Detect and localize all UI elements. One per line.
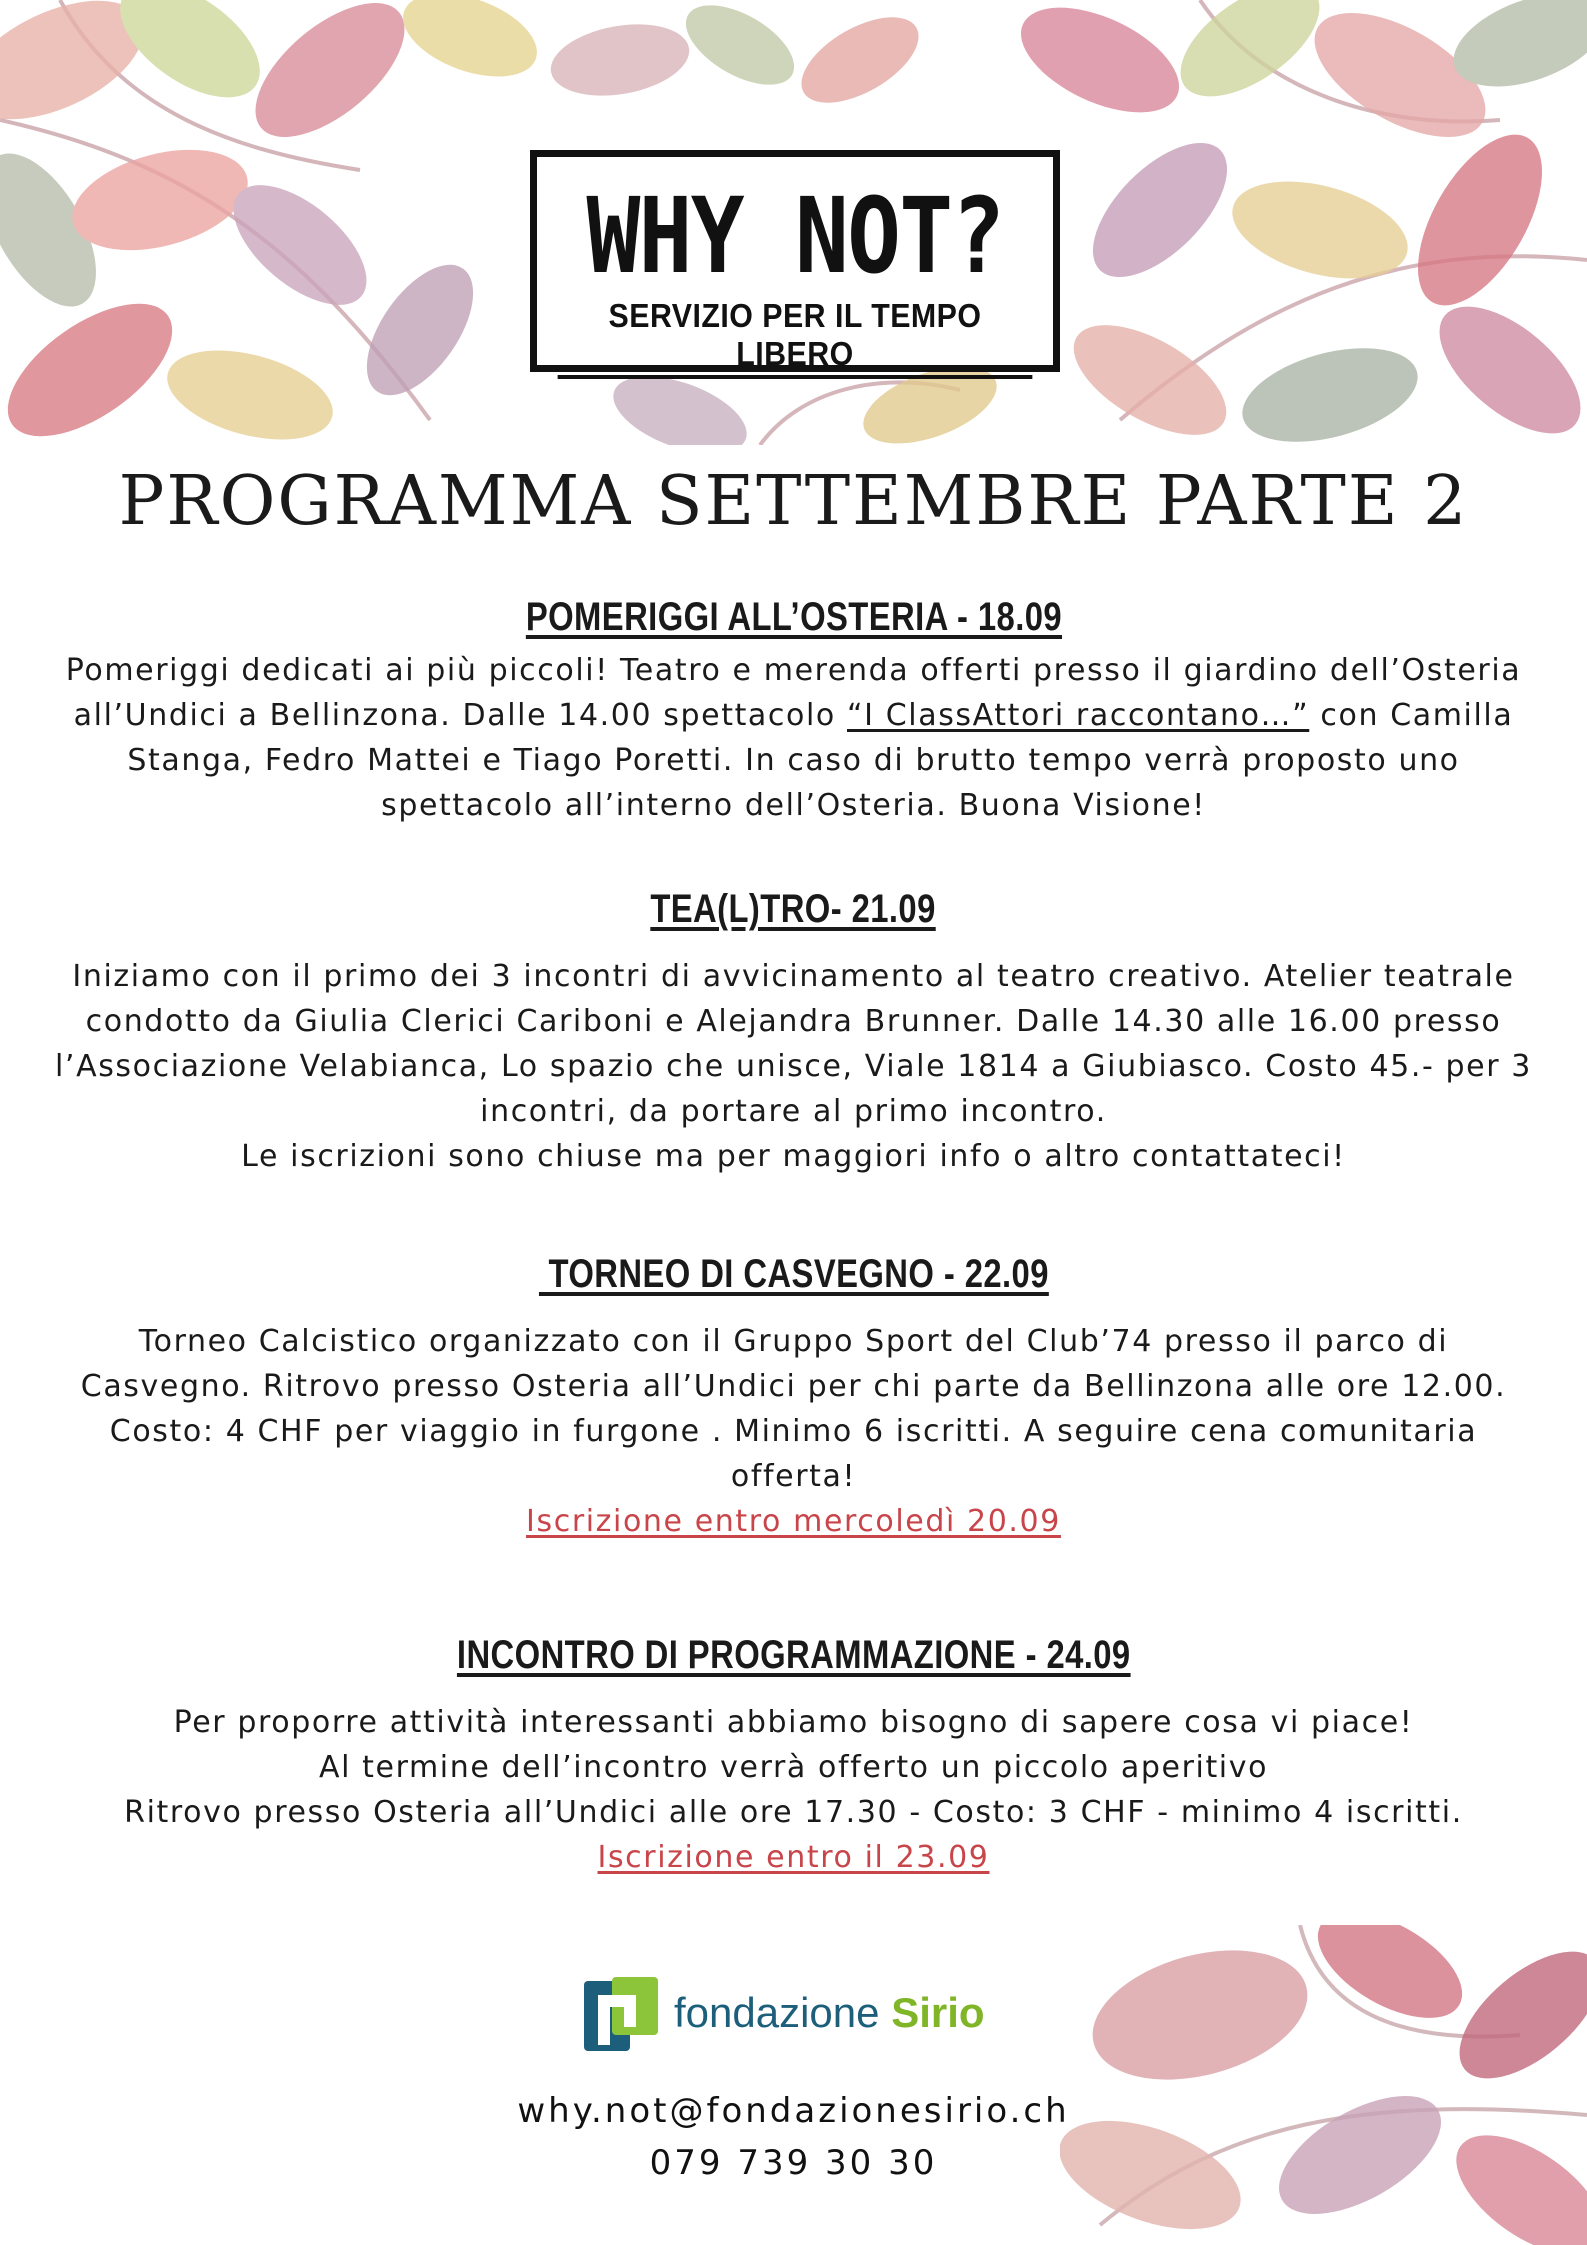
section-pomeriggi-osteria [40, 592, 1547, 828]
registration-deadline-link[interactable]: Iscrizione entro il 23.09 [597, 1840, 990, 1875]
body-text: all’Undici a Bellinzona. Dalle 14.00 spettacolo [73, 698, 847, 733]
logo-subtitle: SERVIZIO PER IL TEMPO LIBERO [558, 297, 1033, 379]
section-body [40, 954, 1547, 1179]
sirio-logo-text [674, 1989, 985, 2037]
sirio-word1: fondazione [674, 1989, 880, 2036]
section-body [40, 1319, 1547, 1544]
section-tealtro [40, 884, 1547, 1179]
contact-info [0, 2085, 1587, 2189]
section-heading: INCONTRO DI PROGRAMMAZIONE - 24.09 [456, 1633, 1131, 1677]
section-heading: POMERIGGI ALL’OSTERIA - 18.09 [525, 595, 1062, 639]
body-line: condotto da Giulia Clerici Cariboni e Alejandra Brunner. Dalle 14.30 alle 16.00 presso [85, 1004, 1502, 1039]
body-line: Casvegno. Ritrovo presso Osteria all’Undici per chi parte da Bellinzona alle ore 12.00. [80, 1369, 1507, 1404]
registration-deadline-link[interactable]: Iscrizione entro mercoledì 20.09 [526, 1504, 1061, 1539]
sirio-logo-icon [582, 1975, 662, 2055]
body-line: Torneo Calcistico organizzato con il Gruppo Sport del Club’74 presso il parco di [138, 1324, 1449, 1359]
page-title: PROGRAMMA SETTEMBRE PARTE 2 [118, 462, 1469, 541]
body-text: con Camilla [1309, 698, 1514, 733]
why-not-logo [530, 150, 1060, 372]
body-line: Iniziamo con il primo dei 3 incontri di avvicinamento al teatro creativo. Atelier teatrale [72, 959, 1515, 994]
section-heading: TEA(L)TRO- 21.09 [650, 887, 937, 931]
section-torneo-casvegno [40, 1249, 1547, 1544]
body-line [40, 693, 1547, 738]
logo-title: WHY NOT? [586, 175, 1004, 297]
body-line: offerta! [730, 1459, 857, 1494]
sirio-word2: Sirio [891, 1989, 985, 2036]
contact-email[interactable]: why.not@fondazionesirio.ch [517, 2091, 1070, 2131]
body-line: Costo: 4 CHF per viaggio in furgone . Minimo 6 iscritti. A seguire cena comunitaria [109, 1414, 1478, 1449]
body-line: Ritrovo presso Osteria all’Undici alle ore 17.30 - Costo: 3 CHF - minimo 4 iscritti. [124, 1795, 1463, 1830]
section-body [40, 648, 1547, 828]
body-line: Pomeriggi dedicati ai più piccoli! Teatro e merenda offerti presso il giardino dell’Osteria [65, 653, 1522, 688]
section-heading: TORNEO DI CASVEGNO - 22.09 [538, 1252, 1049, 1296]
body-line: Le iscrizioni sono chiuse ma per maggiori info o altro contattateci! [241, 1139, 1346, 1174]
show-title-link[interactable]: “I ClassAttori raccontano…” [847, 698, 1310, 733]
contact-phone[interactable]: 079 739 30 30 [649, 2143, 938, 2183]
body-line: Al termine dell’incontro verrà offerto un piccolo aperitivo [318, 1750, 1269, 1785]
body-line: incontri, da portare al primo incontro. [480, 1094, 1107, 1129]
body-line: Per proporre attività interessanti abbiamo bisogno di sapere cosa vi piace! [173, 1705, 1414, 1740]
body-line: l’Associazione Velabianca, Lo spazio che unisce, Viale 1814 a Giubiasco. Costo 45.- per 3 [55, 1049, 1532, 1084]
section-body [40, 1700, 1547, 1880]
section-incontro-programmazione [40, 1630, 1547, 1880]
body-line: spettacolo all’interno dell’Osteria. Buona Visione! [381, 788, 1206, 823]
body-line: Stanga, Fedro Mattei e Tiago Poretti. In caso di brutto tempo verrà proposto uno [127, 743, 1460, 778]
fondazione-sirio-logo [582, 1975, 1012, 2057]
